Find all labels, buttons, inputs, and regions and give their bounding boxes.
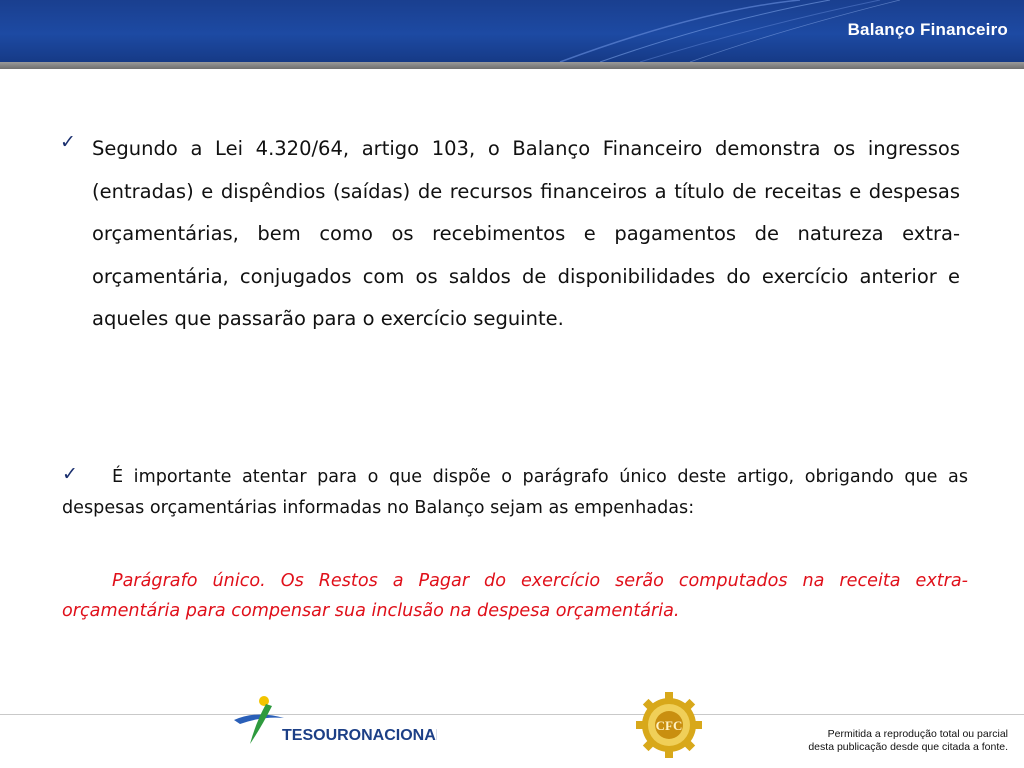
header-divider <box>0 62 1024 69</box>
checkmark-icon: ✓ <box>60 131 76 153</box>
footer-divider <box>0 714 1024 715</box>
checkmark-icon: ✓ <box>62 463 78 485</box>
quote-paragraph: Parágrafo único. Os Restos a Pagar do exercício serão computados na receita extra-orçamentária para compensar sua inclusão na despesa orçamentária. <box>62 571 968 621</box>
footer-note-line-2: desta publicação desde que citada a fonte. <box>808 741 1008 753</box>
bullet-paragraph-1: Segundo a Lei 4.320/64, artigo 103, o Balanço Financeiro demonstra os ingressos (entradas) e dispêndios (saídas) de recursos financeiros a título de receitas e despesas orçamentárias, bem como os recebimentos e pagamentos de natureza extra-orçamentária, conjugados com os saldos de disponibilidades do exercício anterior e aqueles que passarão para o exercício seguinte. <box>92 137 960 330</box>
footer-copyright-note <box>808 728 1008 754</box>
footer-note-line-1: Permitida a reprodução total ou parcial <box>827 728 1008 740</box>
bullet-paragraph-2: É importante atentar para o que dispõe o parágrafo único deste artigo, obrigando que as despesas orçamentárias informadas no Balanço sejam as empenhadas: <box>62 467 968 518</box>
header-banner <box>0 0 1024 62</box>
page-title: Balanço Financeiro <box>847 20 1008 39</box>
cfc-seal-icon <box>636 692 702 758</box>
svg-text:CFC: CFC <box>655 718 683 733</box>
tesouro-logo-text: TESOURONACIONAL <box>282 727 437 744</box>
tesouro-logo-graphic <box>232 692 437 752</box>
cfc-logo <box>636 692 702 762</box>
tesouro-nacional-logo <box>232 692 437 756</box>
